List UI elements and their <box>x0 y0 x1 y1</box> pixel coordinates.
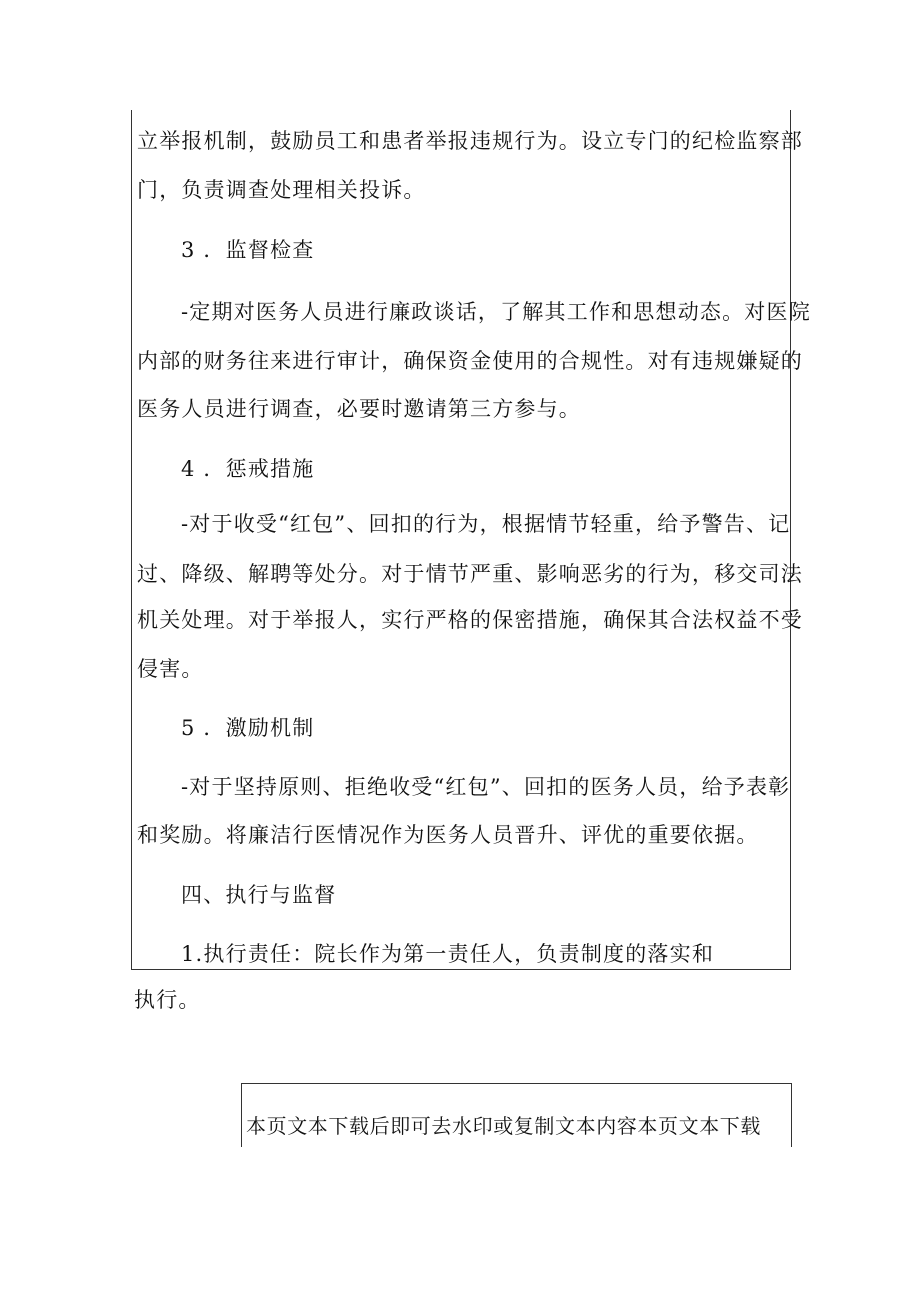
section-heading-5: 5 ．激励机制 <box>181 716 315 740</box>
section-heading-4: 4 ．惩戒措施 <box>181 457 315 481</box>
section-heading-four: 四、执行与监督 <box>181 883 337 907</box>
paragraph-line: 门，负责调查处理相关投诉。 <box>137 178 426 202</box>
watermark-notice: 本页文本下载后即可去水印或复制文本内容本页文本下载 <box>246 1114 761 1138</box>
paragraph-line: -对于坚持原则、拒绝收受“红包”、回扣的医务人员，给予表彰 <box>181 775 791 799</box>
paragraph-line: 立举报机制，鼓励员工和患者举报违规行为。设立专门的纪检监察部 <box>137 129 803 153</box>
paragraph-line: 医务人员进行调查，必要时邀请第三方参与。 <box>137 397 581 421</box>
paragraph-line: -对于收受“红包”、回扣的行为，根据情节轻重，给予警告、记 <box>181 512 791 536</box>
paragraph-line: 内部的财务往来进行审计，确保资金使用的合规性。对有违规嫌疑的 <box>137 349 803 373</box>
paragraph-line: 过、降级、解聘等处分。对于情节严重、影响恶劣的行为，移交司法 <box>137 562 803 586</box>
paragraph-line: 1.执行责任：院长作为第一责任人，负责制度的落实和 <box>181 942 715 966</box>
paragraph-line: 和奖励。将廉洁行医情况作为医务人员晋升、评优的重要依据。 <box>137 823 759 847</box>
section-heading-3: 3 ．监督检查 <box>181 238 315 262</box>
paragraph-line: 机关处理。对于举报人，实行严格的保密措施，确保其合法权益不受 <box>137 608 803 632</box>
paragraph-line: 侵害。 <box>137 657 204 681</box>
paragraph-line: -定期对医务人员进行廉政谈话，了解其工作和思想动态。对医院 <box>181 300 811 324</box>
paragraph-line: 执行。 <box>134 988 201 1012</box>
